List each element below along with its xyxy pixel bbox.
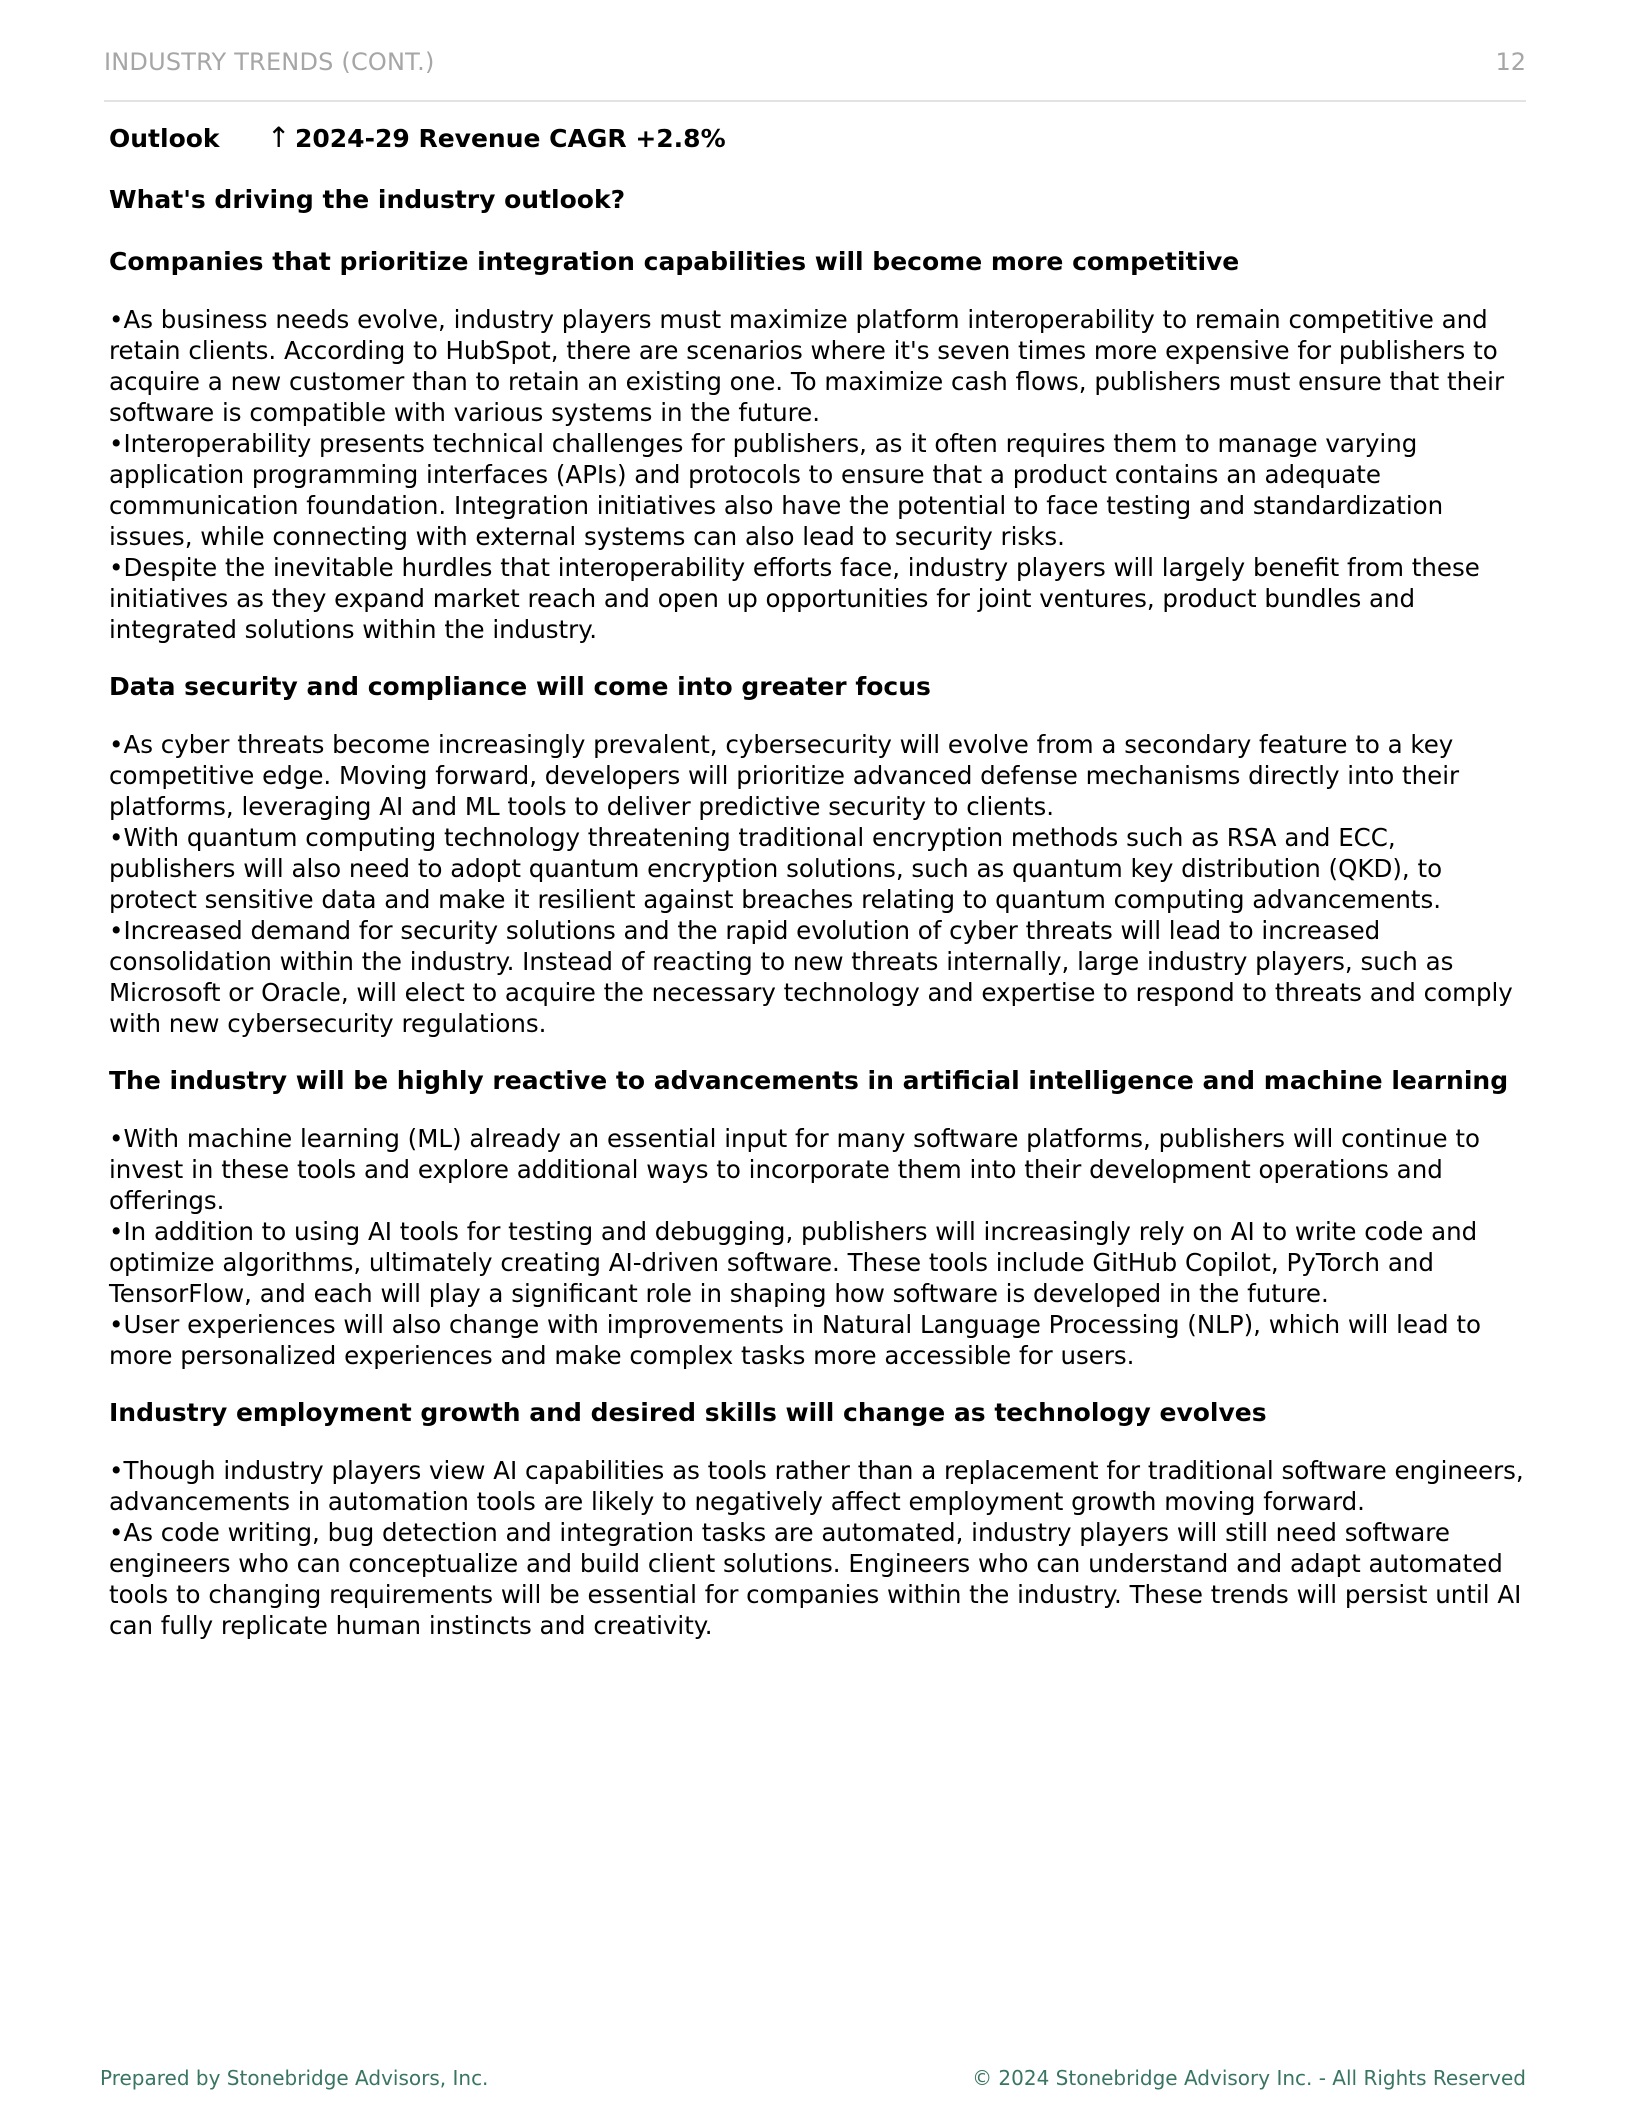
- section-title: INDUSTRY TRENDS (CONT.): [104, 48, 435, 76]
- bullet-item: •As cyber threats become increasingly prevalent, cybersecurity will evolve from a secondary feature to a key competitive edge. Moving forward, developers will prioritize advanced defense mechanisms directly into their platforms, leveraging AI and ML tools to deliver predictive security to clients.: [109, 730, 1460, 821]
- section-body: [109, 1455, 1529, 1641]
- section-body: [109, 304, 1529, 645]
- bullet-item: •Interoperability presents technical challenges for publishers, as it often requires them to manage varying application programming interfaces (APIs) and protocols to ensure that a product contains an adequate communication foundation. Integration initiatives also have the potential to face testing and standardization issues, while connecting with external systems can also lead to security risks.: [109, 429, 1444, 551]
- outlook-value: 2024-29 Revenue CAGR +2.8%: [295, 123, 726, 153]
- bullet-item: •With machine learning (ML) already an essential input for many software platforms, publishers will continue to invest in these tools and explore additional ways to incorporate them into their development operations and offerings.: [109, 1124, 1481, 1215]
- bullet-item: •Increased demand for security solutions and the rapid evolution of cyber threats will lead to increased consolidation within the industry. Instead of reacting to new threats internally, large industry players, such as Microsoft or Oracle, will elect to acquire the necessary technology and expertise to respond to threats and comply with new cybersecurity regulations.: [109, 916, 1513, 1038]
- outlook-label: Outlook: [109, 123, 220, 153]
- bullet-item: •As code writing, bug detection and integration tasks are automated, industry players will still need software engineers who can conceptualize and build client solutions. Engineers who can understand and adapt automated tools to changing requirements will be essential for companies within the industry. These trends will persist until AI can fully replicate human instincts and creativity.: [109, 1518, 1522, 1640]
- main-content: [109, 118, 1529, 1641]
- section-heading: Industry employment growth and desired skills will change as technology evolves: [109, 1398, 1267, 1427]
- section-body: [109, 1123, 1529, 1371]
- bullet-item: •Though industry players view AI capabilities as tools rather than a replacement for traditional software engineers, advancements in automation tools are likely to negatively affect employment growth moving forward.: [109, 1456, 1524, 1516]
- bullet-item: •In addition to using AI tools for testing and debugging, publishers will increasingly rely on AI to write code and optimize algorithms, ultimately creating AI-driven software. These tools include GitHub Copilot, PyTorch and TensorFlow, and each will play a significant role in shaping how software is developed in the future.: [109, 1217, 1478, 1308]
- section-heading: The industry will be highly reactive to advancements in artificial intelligence and machine learning: [109, 1066, 1509, 1095]
- page-number: 12: [1495, 48, 1526, 76]
- footer-prepared-by: Prepared by Stonebridge Advisors, Inc.: [100, 2066, 489, 2090]
- bullet-item: •User experiences will also change with improvements in Natural Language Processing (NLP), which will lead to more personalized experiences and make complex tasks more accessible for users.: [109, 1310, 1481, 1370]
- section-body: [109, 729, 1529, 1039]
- bullet-item: •As business needs evolve, industry players must maximize platform interoperability to remain competitive and retain clients. According to HubSpot, there are scenarios where it's seven times more expensive for publishers to acquire a new customer than to retain an existing one. To maximize cash flows, publishers must ensure that their software is compatible with various systems in the future.: [109, 305, 1505, 427]
- section-ai-ml: [109, 1061, 1529, 1371]
- section-heading: Companies that prioritize integration capabilities will become more competitive: [109, 247, 1240, 276]
- page-header: [104, 48, 1526, 102]
- section-employment: [109, 1393, 1529, 1641]
- footer-copyright: © 2024 Stonebridge Advisory Inc. - All Rights Reserved: [972, 2066, 1526, 2090]
- section-integration: [109, 242, 1529, 645]
- section-heading: Data security and compliance will come into greater focus: [109, 672, 931, 701]
- bullet-item: •With quantum computing technology threatening traditional encryption methods such as RSA and ECC, publishers will also need to adopt quantum encryption solutions, such as quantum key distribution (QKD), to protect sensitive data and make it resilient against breaches relating to quantum computing advancements.: [109, 823, 1443, 914]
- outlook-question: What's driving the industry outlook?: [109, 185, 626, 214]
- section-security: [109, 667, 1529, 1039]
- outlook-row: [109, 118, 1529, 158]
- arrow-up-icon: ↑: [267, 121, 291, 154]
- bullet-item: •Despite the inevitable hurdles that interoperability efforts face, industry players will largely benefit from these initiatives as they expand market reach and open up opportunities for joint ventures, product bundles and integrated solutions within the industry.: [109, 553, 1480, 644]
